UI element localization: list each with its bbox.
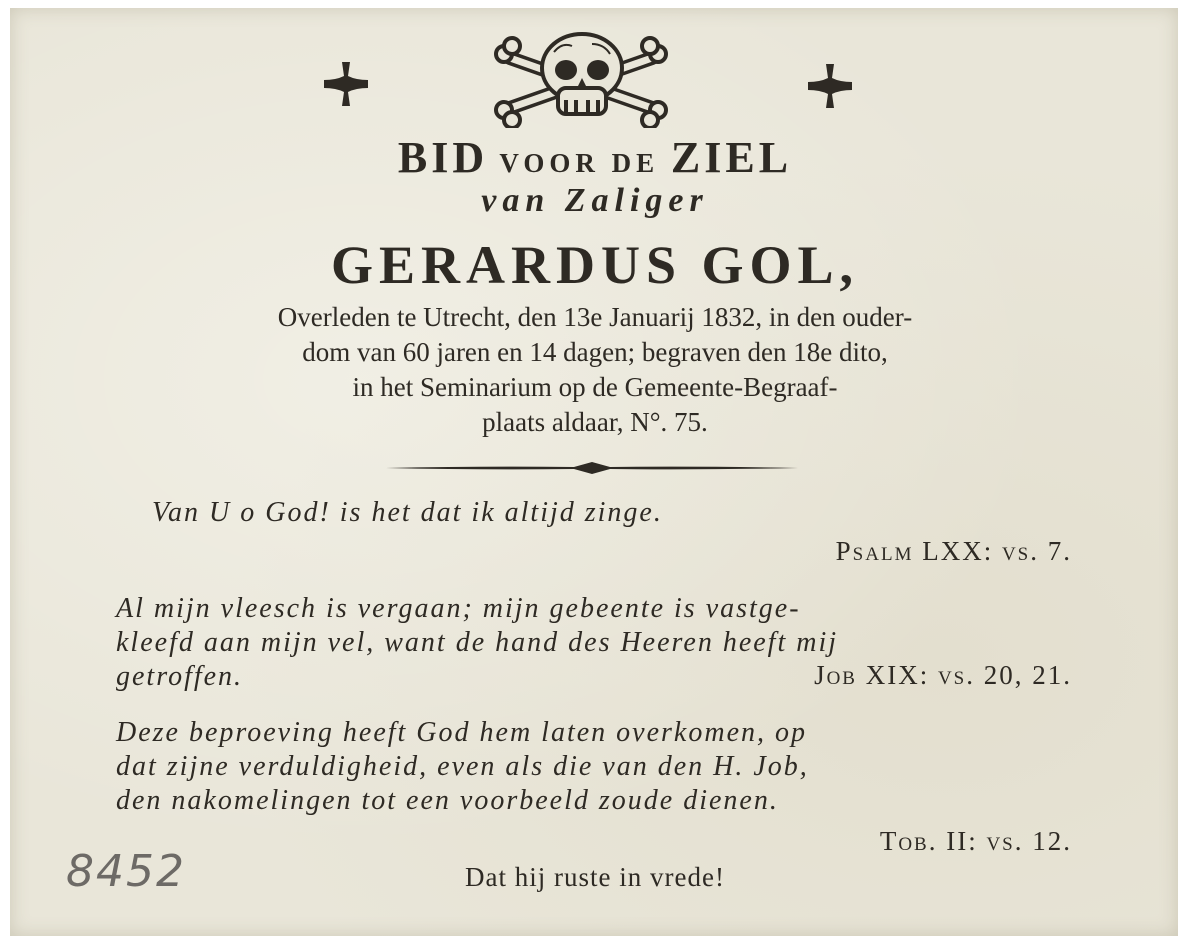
verse-1-line-1: Van U o God! is het dat ik altijd zinge. xyxy=(152,497,663,528)
verse-2-line-3: getroffen. xyxy=(116,661,244,692)
verse-2-line-1: Al mijn vleesch is vergaan; mijn gebeente is vastge- xyxy=(116,593,801,624)
death-notice-text xyxy=(100,300,1090,440)
closing-prayer: Dat hij ruste in vrede! xyxy=(465,862,725,892)
intro-line-2: dom van 60 jaren en 14 dagen; begraven den 18e dito, xyxy=(302,337,888,367)
verse-1 xyxy=(152,496,1052,530)
ornamental-divider xyxy=(384,458,800,478)
right-cross-icon xyxy=(806,62,854,110)
verse-3-reference: Tob. II: vs. 12. xyxy=(879,826,1072,856)
intro-line-3: in het Seminarium op de Gemeente-Begraaf- xyxy=(352,372,838,402)
heading-word-bid: BID xyxy=(397,133,489,182)
heading-voor-de: VOOR DE xyxy=(488,148,671,178)
intro-line-4: plaats aldaar, N°. 75. xyxy=(482,407,708,437)
verse-2-reference: Job XIX: vs. 20, 21. xyxy=(814,660,1072,690)
handwritten-inventory-number: 8452 xyxy=(66,846,186,897)
skull-and-crossbones-icon xyxy=(492,30,672,128)
heading-van-zaliger: van Zaliger xyxy=(481,182,709,219)
heading-word-ziel: ZIEL xyxy=(670,133,793,182)
verse-1-reference: Psalm LXX: vs. 7. xyxy=(835,536,1072,566)
verse-3 xyxy=(116,716,1080,818)
verse-3-line-2: dat zijne verduldigheid, even als die van den H. Job, xyxy=(116,751,809,782)
deceased-name: GERARDUS GOL, xyxy=(330,235,860,295)
left-cross-icon xyxy=(322,60,370,108)
verse-3-line-1: Deze beproeving heeft God hem laten overkomen, op xyxy=(116,717,807,748)
verse-2-line-2: kleefd aan mijn vel, want de hand des Heeren heeft mij xyxy=(116,627,839,658)
intro-line-1: Overleden te Utrecht, den 13e Januarij 1832, in den ouder- xyxy=(277,302,913,332)
heading-bid-voor-de-ziel xyxy=(0,132,1190,183)
verse-3-line-3: den nakomelingen tot een voorbeeld zoude dienen. xyxy=(116,785,779,816)
